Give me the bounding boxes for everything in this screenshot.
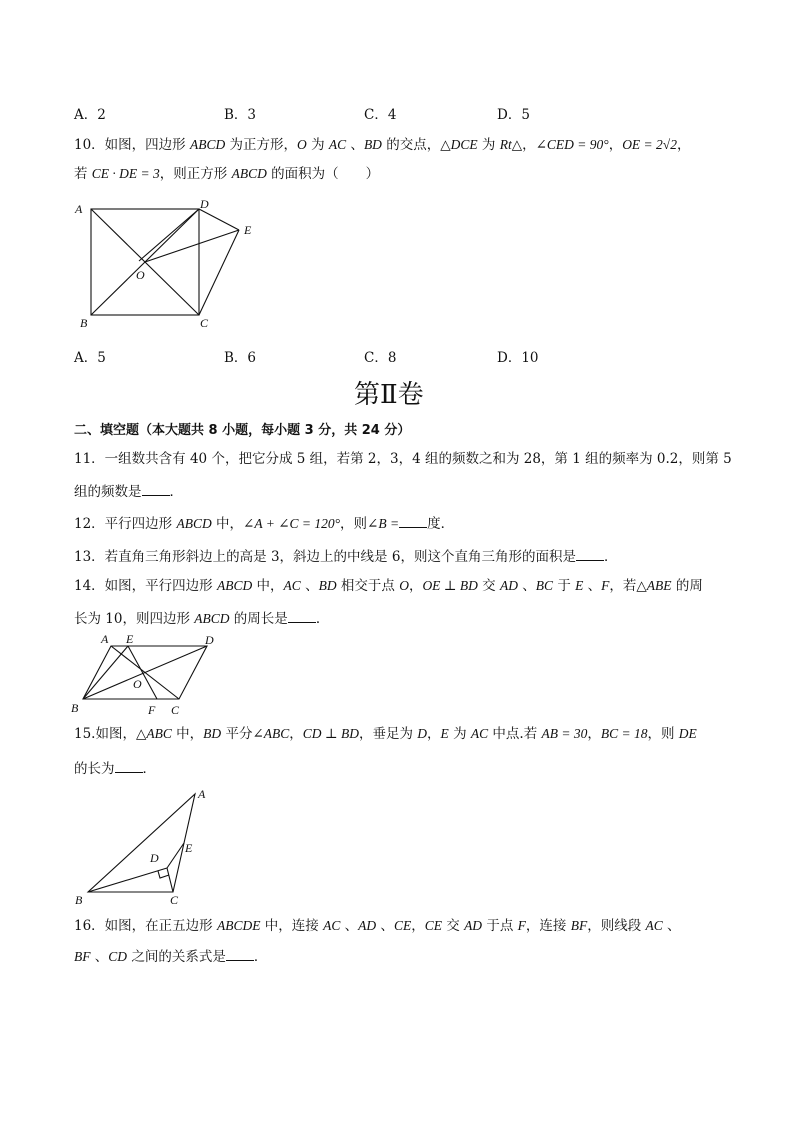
q13-line <box>74 548 617 565</box>
q16-text: ． <box>253 949 268 965</box>
q14-math: O <box>399 578 409 593</box>
segment-oe <box>145 230 239 262</box>
q10-option-b: B．6 <box>224 350 257 366</box>
q9-option-c: C．4 <box>364 107 397 123</box>
right-angle-mark <box>158 871 169 878</box>
q15-text: 15.如图， <box>74 726 136 742</box>
q10-option-d: D．10 <box>497 350 539 366</box>
q9-option-a: A．2 <box>74 107 106 123</box>
q10-math: CE · DE = 3 <box>91 166 160 181</box>
label-b: B <box>75 893 83 907</box>
answer-blank[interactable] <box>576 548 604 561</box>
q14-math: ABCD <box>216 578 253 593</box>
label-e: E <box>185 841 193 855</box>
q14-math: BD <box>318 578 337 593</box>
q10-text: 为正方形， <box>225 137 298 153</box>
q15-math: CD ⊥ BD <box>302 726 359 741</box>
q14-math: F <box>601 578 610 593</box>
q16-text: 、 <box>340 918 359 934</box>
q11-text: 组的频数是 <box>74 484 142 500</box>
q15-text: 为 <box>448 726 471 742</box>
q15-text: ． <box>142 761 156 777</box>
q15-text: 平分 <box>221 726 253 742</box>
q16-text: 中，连接 <box>260 918 324 934</box>
section-header: 二、填空题（本大题共 8 小题，每小题 3 分，共 24 分） <box>74 423 411 438</box>
q14-text: ， <box>408 578 423 594</box>
label-d: D <box>200 197 209 211</box>
q16-text: ，连接 <box>525 918 571 934</box>
answer-blank[interactable] <box>288 610 316 623</box>
q16-math: AC <box>645 918 663 933</box>
q16-math: CD <box>108 949 128 964</box>
segment-cd <box>167 868 173 892</box>
q12-line <box>74 515 454 532</box>
q15-math: △ABC <box>135 726 172 741</box>
q10-text: 的交点， <box>381 137 441 153</box>
q10-text: 、 <box>346 137 364 153</box>
segment-ef <box>128 646 157 699</box>
q12-math: ∠B = <box>367 516 400 531</box>
label-b: B <box>71 701 79 715</box>
q10-math: O <box>297 137 307 152</box>
label-c: C <box>170 893 179 907</box>
q16-math: AC <box>323 918 341 933</box>
q10-math: AC <box>328 137 347 152</box>
q14-text: 、 <box>300 578 319 594</box>
q16-math: BF <box>74 949 91 964</box>
q15-math: BD <box>203 726 222 741</box>
q10-math: ABCD <box>189 137 226 152</box>
q15-text: 中点.若 <box>488 726 542 742</box>
q14-text: ． <box>315 611 330 627</box>
q14-text: 14．如图，平行四边形 <box>74 578 217 594</box>
q15-math: DE <box>678 726 697 741</box>
label-d: D <box>150 851 159 865</box>
label-a: A <box>75 202 83 216</box>
q16-text: 、 <box>662 918 681 934</box>
q15-text: ， <box>587 726 601 742</box>
q14-math: BC <box>535 578 554 593</box>
q12-text: 中， <box>211 516 244 532</box>
q16-text: ， <box>411 918 425 934</box>
q14-line-1 <box>74 578 703 594</box>
q14-math: OE ⊥ BD <box>422 578 478 593</box>
label-f: F <box>148 703 156 717</box>
q16-math: BF <box>570 918 588 933</box>
q15-math: AB = 30 <box>541 726 588 741</box>
q15-math: E <box>440 726 449 741</box>
label-b: B <box>80 316 88 330</box>
q15-text: 中， <box>171 726 204 742</box>
q15-text: ，垂足为 <box>358 726 418 742</box>
q12-text: ，则 <box>340 516 368 532</box>
q14-math: ABCD <box>194 611 230 626</box>
label-o: O <box>136 268 145 282</box>
q14-text: 的周 <box>671 578 703 594</box>
q16-math: F <box>517 918 526 933</box>
answer-blank[interactable] <box>226 948 254 961</box>
q15-text: ，则 <box>647 726 679 742</box>
q10-math: BD <box>363 137 382 152</box>
q10-square-figure <box>70 195 270 335</box>
q14-math: △ABE <box>636 578 672 593</box>
q10-line-1 <box>74 137 690 153</box>
q15-math: D <box>417 726 428 741</box>
q13-text: 13．若直角三角形斜边上的高是 3，斜边上的中线是 6，则这个直角三角形的面积是 <box>74 549 576 565</box>
section-title: 第Ⅱ卷 <box>354 380 424 410</box>
q12-text: 度． <box>427 516 455 532</box>
q14-parallelogram-figure <box>66 630 226 720</box>
label-a: A <box>101 632 109 646</box>
q10-text: 为 <box>306 137 329 153</box>
q13-text: ． <box>603 549 618 565</box>
q15-line-1 <box>74 726 697 742</box>
q15-text: ， <box>427 726 441 742</box>
q10-math: ABCD <box>231 166 267 181</box>
q10-math: Rt <box>499 137 512 152</box>
q15-triangle-figure <box>70 784 220 909</box>
q15-text: ， <box>289 726 303 742</box>
q16-math: AD <box>358 918 377 933</box>
q10-text: 10．如图，四边形 <box>74 137 190 153</box>
q12-math: ABCD <box>176 516 212 531</box>
q15-text: 的长为 <box>74 761 115 777</box>
q15-math: ∠ABC <box>252 726 290 741</box>
segment-bd <box>88 868 167 892</box>
q11-text: ． <box>169 484 183 500</box>
q14-text: 相交于点 <box>336 578 400 594</box>
answer-blank[interactable] <box>399 515 427 528</box>
q16-line-1 <box>74 918 681 934</box>
q14-text: 于 <box>553 578 576 594</box>
q16-text: 、 <box>376 918 394 934</box>
label-e: E <box>244 223 252 237</box>
label-o: O <box>133 677 142 691</box>
answer-blank[interactable] <box>142 483 170 496</box>
q14-text: 、 <box>583 578 602 594</box>
q16-line-2 <box>74 948 267 965</box>
q14-math: E <box>575 578 584 593</box>
q16-text: 交 <box>441 918 465 934</box>
q14-text: 、 <box>517 578 536 594</box>
q15-math: AC <box>470 726 489 741</box>
q14-math: AD <box>499 578 518 593</box>
label-d: D <box>205 633 214 647</box>
q10-text: ， <box>676 137 691 153</box>
q10-text: 为 <box>477 137 500 153</box>
q14-math: AC <box>283 578 301 593</box>
label-c: C <box>171 703 180 717</box>
q14-line-2 <box>74 610 329 627</box>
q14-text: 中， <box>252 578 284 594</box>
segment-ce <box>199 230 239 315</box>
q16-text: 之间的关系式是 <box>127 949 226 965</box>
q10-option-a: A．5 <box>74 350 106 366</box>
q10-math: ∠CED = 90° <box>535 137 609 152</box>
segment-od <box>139 209 199 261</box>
label-e: E <box>126 632 134 646</box>
q10-text: 若 <box>74 166 92 182</box>
q15-math: BC = 18 <box>600 726 648 741</box>
triangle-abc <box>88 794 195 892</box>
diagonal-bd <box>83 646 207 699</box>
segment-be <box>83 646 128 699</box>
q10-line-2 <box>74 166 379 182</box>
q9-option-b: B．3 <box>224 107 257 123</box>
q14-text: 长为 10，则四边形 <box>74 611 195 627</box>
q10-text: ，则正方形 <box>159 166 232 182</box>
q16-text: ，则线段 <box>587 918 646 934</box>
q10-option-c: C．8 <box>364 350 397 366</box>
q12-text: 12．平行四边形 <box>74 516 177 532</box>
answer-blank[interactable] <box>115 760 143 773</box>
q16-text: 于点 <box>482 918 518 934</box>
label-c: C <box>200 316 209 330</box>
q16-math: AD <box>464 918 483 933</box>
q12-math: ∠A + ∠C = 120° <box>243 516 341 531</box>
q15-line-2 <box>74 760 156 777</box>
q10-math: OE = 2√2 <box>622 137 677 152</box>
segment-de <box>199 209 239 230</box>
q14-text: 交 <box>477 578 500 594</box>
q14-text: 的周长是 <box>229 611 288 627</box>
q14-text: ，若 <box>609 578 637 594</box>
q11-line-1: 11．一组数共含有 40 个，把它分成 5 组，若第 2，3，4 组的频数之和为 28，第 1 组的频率为 0.2，则第 5 <box>74 451 732 467</box>
label-a: A <box>198 787 206 801</box>
q10-text: △， <box>511 137 536 153</box>
q10-text: 的面积为（ ） <box>266 166 380 182</box>
q16-math: CE <box>393 918 412 933</box>
q10-text: ， <box>608 137 623 153</box>
q16-text: 16．如图，在正五边形 <box>74 918 217 934</box>
q16-math: ABCDE <box>216 918 261 933</box>
q10-math: △DCE <box>440 137 478 152</box>
q9-option-d: D．5 <box>497 107 530 123</box>
q11-line-2 <box>74 483 183 500</box>
q16-text: 、 <box>90 949 109 965</box>
q16-math: CE <box>424 918 442 933</box>
